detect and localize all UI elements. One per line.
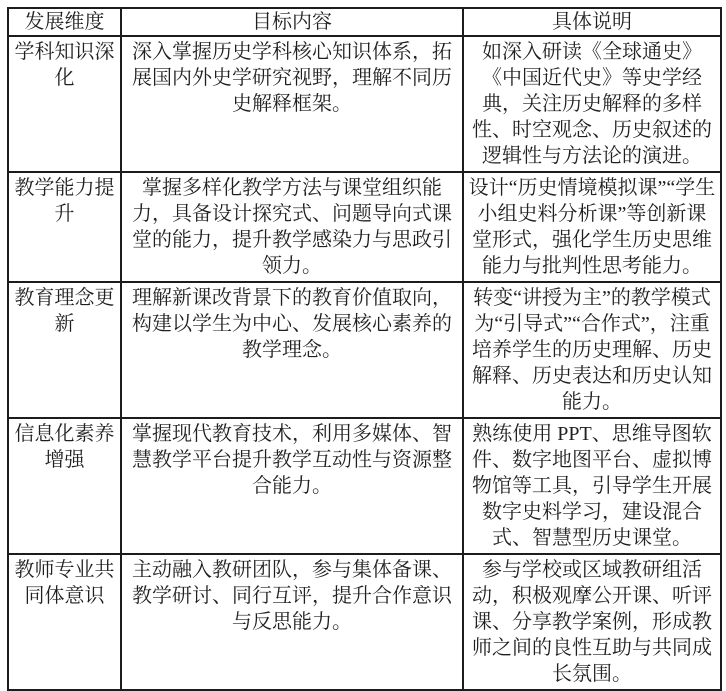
table-row (8, 36, 721, 172)
dimension-cell: 学科知识深化 (8, 36, 121, 172)
target-cell: 深入掌握历史学科核心知识体系，拓展国内外史学研究视野，理解不同历史解释框架。 (121, 36, 463, 172)
target-cell: 理解新课改背景下的教育价值取向，构建以学生为中心、发展核心素养的教学理念。 (121, 282, 463, 418)
dimension-cell: 教育理念更新 (8, 282, 121, 418)
target-cell: 掌握现代教育技术，利用多媒体、智慧教学平台提升教学互动性与资源整合能力。 (121, 418, 463, 554)
dimension-cell: 信息化素养增强 (8, 418, 121, 554)
table-row (8, 282, 721, 418)
detail-cell: 参与学校或区域教研组活动，积极观摩公开课、听评课、分享教学案例，形成教师之间的良性互助与共同成长氛围。 (463, 554, 721, 690)
detail-cell: 如深入研读《全球通史》《中国近代史》等史学经典，关注历史解释的多样性、时空观念、历史叙述的逻辑性与方法论的演进。 (463, 36, 721, 172)
table-row (8, 418, 721, 554)
development-dimensions-table (7, 7, 722, 691)
table-row (8, 172, 721, 282)
column-header-dimension: 发展维度 (8, 8, 121, 36)
target-cell: 主动融入教研团队，参与集体备课、教学研讨、同行互评，提升合作意识与反思能力。 (121, 554, 463, 690)
dimension-cell: 教学能力提升 (8, 172, 121, 282)
detail-cell: 设计“历史情境模拟课”“学生小组史料分析课”等创新课堂形式，强化学生历史思维能力与批判性思考能力。 (463, 172, 721, 282)
target-cell: 掌握多样化教学方法与课堂组织能力，具备设计探究式、问题导向式课堂的能力，提升教学感染力与思政引领力。 (121, 172, 463, 282)
header-row (8, 8, 721, 36)
dimension-cell: 教师专业共同体意识 (8, 554, 121, 690)
column-header-detail: 具体说明 (463, 8, 721, 36)
column-header-target: 目标内容 (121, 8, 463, 36)
table-row (8, 554, 721, 690)
detail-cell: 熟练使用 PPT、思维导图软件、数字地图平台、虚拟博物馆等工具，引导学生开展数字史料学习，建设混合式、智慧型历史课堂。 (463, 418, 721, 554)
detail-cell: 转变“讲授为主”的教学模式为“引导式”“合作式”，注重培养学生的历史理解、历史解释、历史表达和历史认知能力。 (463, 282, 721, 418)
